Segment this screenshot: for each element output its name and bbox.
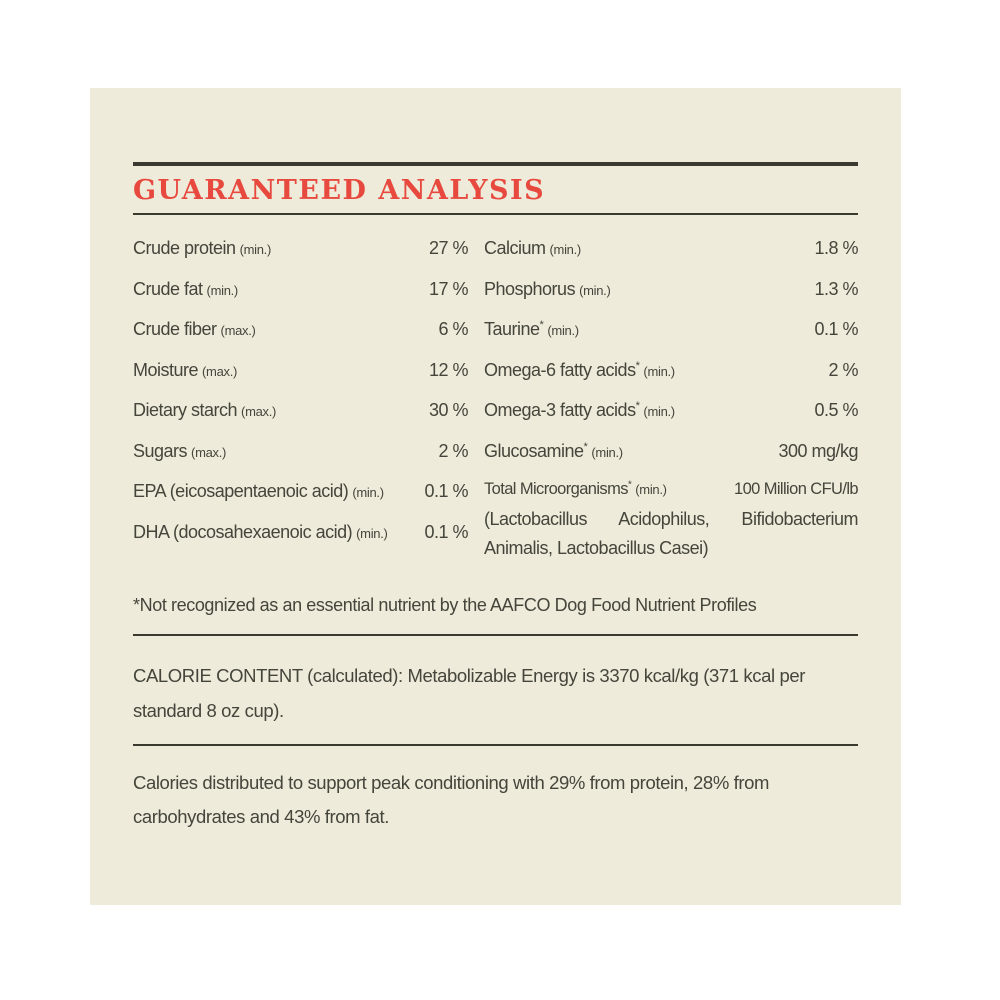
nutrient-row-phosphorus bbox=[484, 270, 858, 311]
nutrient-row-dietary-starch bbox=[133, 391, 468, 432]
nutrient-label: EPA (eicosapentaenoic acid) (min.) bbox=[133, 481, 384, 501]
asterisk: * bbox=[635, 359, 640, 372]
nutrient-row-total-microorganisms bbox=[484, 472, 858, 507]
nutrient-note: (min.) bbox=[579, 282, 611, 298]
nutrient-row-crude-fat bbox=[133, 270, 468, 311]
nutrient-table bbox=[133, 215, 858, 562]
calorie-distribution-text: Calories distributed to support peak conditioning with 29% from protein, 28% from carbohydrates and 43% from fat. bbox=[133, 772, 770, 827]
asterisk: * bbox=[627, 479, 632, 491]
nutrient-value: 300 mg/kg bbox=[778, 440, 858, 461]
nutrient-value: 0.5 % bbox=[814, 400, 858, 420]
nutrient-row-calcium bbox=[484, 229, 858, 270]
nutrient-row-omega6 bbox=[484, 351, 858, 392]
nutrient-row-epa bbox=[133, 472, 468, 513]
calorie-content-text: CALORIE CONTENT (calculated): Metabolizable Energy is 3370 kcal/kg (371 kcal per standard 8 oz cup). bbox=[133, 665, 805, 721]
nutrient-value: 0.1 % bbox=[814, 319, 858, 339]
nutrient-row-omega3 bbox=[484, 391, 858, 432]
section-divider bbox=[133, 744, 858, 746]
nutrient-note: (min.) bbox=[239, 242, 271, 257]
asterisk: * bbox=[635, 400, 640, 412]
nutrient-label: Dietary starch (max.) bbox=[133, 400, 277, 420]
section-divider bbox=[133, 634, 858, 636]
nutrient-value: 100 Million CFU/lb bbox=[734, 480, 858, 498]
nutrient-value: 6 % bbox=[438, 319, 468, 339]
nutrient-label: Omega-3 fatty acids* (min.) bbox=[484, 400, 675, 420]
nutrient-label: Total Microorganisms* (min.) bbox=[484, 479, 667, 498]
nutrient-row-moisture bbox=[133, 351, 468, 392]
nutrient-note: (min.) bbox=[643, 404, 675, 419]
column-gap bbox=[468, 229, 484, 562]
nutrient-label: Glucosamine* (min.) bbox=[484, 440, 623, 461]
nutrient-label: Calcium (min.) bbox=[484, 238, 581, 258]
nutrient-note: (max.) bbox=[202, 363, 238, 379]
nutrient-note: (min.) bbox=[356, 525, 388, 541]
asterisk: * bbox=[539, 319, 544, 331]
nutrient-row-sugars bbox=[133, 432, 468, 473]
nutrient-note: (max.) bbox=[241, 404, 277, 419]
nutrient-note: (min.) bbox=[591, 444, 623, 460]
nutrient-label: Taurine* (min.) bbox=[484, 319, 579, 339]
nutrient-row-crude-protein bbox=[133, 229, 468, 270]
nutrient-row-crude-fiber bbox=[133, 310, 468, 351]
aafco-footnote: *Not recognized as an essential nutrient by the AAFCO Dog Food Nutrient Profiles bbox=[133, 595, 757, 615]
nutrient-row-dha bbox=[133, 513, 468, 554]
nutrient-value: 27 % bbox=[428, 238, 468, 258]
nutrient-note: (min.) bbox=[547, 323, 579, 338]
nutrient-note: (min.) bbox=[643, 363, 675, 379]
nutrient-note: (min.) bbox=[352, 485, 384, 500]
nutrient-value: 12 % bbox=[428, 359, 468, 380]
microorganisms-species-list: (Lactobacillus Acidophilus, Bifidobacterium Animalis, Lactobacillus Casei) bbox=[484, 509, 858, 558]
nutrient-note: (max.) bbox=[191, 444, 227, 460]
nutrient-value: 2 % bbox=[438, 440, 468, 461]
nutrient-row-glucosamine bbox=[484, 432, 858, 473]
nutrient-value: 0.1 % bbox=[424, 521, 468, 542]
nutrient-value: 30 % bbox=[428, 400, 468, 420]
nutrient-value: 0.1 % bbox=[424, 481, 468, 501]
nutrient-label: Crude fat (min.) bbox=[133, 278, 238, 299]
nutrient-column-right bbox=[484, 229, 858, 562]
nutrient-label: Sugars (max.) bbox=[133, 440, 227, 461]
nutrient-label: Crude fiber (max.) bbox=[133, 319, 256, 339]
asterisk: * bbox=[583, 440, 588, 453]
nutrient-note: (min.) bbox=[549, 242, 581, 257]
guaranteed-analysis-title: GUARANTEED ANALYSIS bbox=[133, 175, 546, 206]
nutrient-column-left bbox=[133, 229, 468, 562]
nutrient-note: (max.) bbox=[220, 323, 256, 338]
nutrient-label: Phosphorus (min.) bbox=[484, 278, 611, 299]
guaranteed-analysis-label-card bbox=[90, 88, 901, 905]
nutrient-label: DHA (docosahexaenoic acid) (min.) bbox=[133, 521, 388, 542]
nutrient-value: 1.3 % bbox=[814, 278, 858, 299]
nutrient-label: Moisture (max.) bbox=[133, 359, 238, 380]
nutrient-label: Omega-6 fatty acids* (min.) bbox=[484, 359, 675, 380]
nutrient-label: Crude protein (min.) bbox=[133, 238, 271, 258]
nutrient-note: (min.) bbox=[635, 482, 667, 497]
nutrient-row-taurine bbox=[484, 310, 858, 351]
nutrient-value: 1.8 % bbox=[814, 238, 858, 258]
nutrient-note: (min.) bbox=[206, 282, 238, 298]
nutrient-value: 17 % bbox=[428, 278, 468, 299]
nutrient-value: 2 % bbox=[828, 359, 858, 380]
